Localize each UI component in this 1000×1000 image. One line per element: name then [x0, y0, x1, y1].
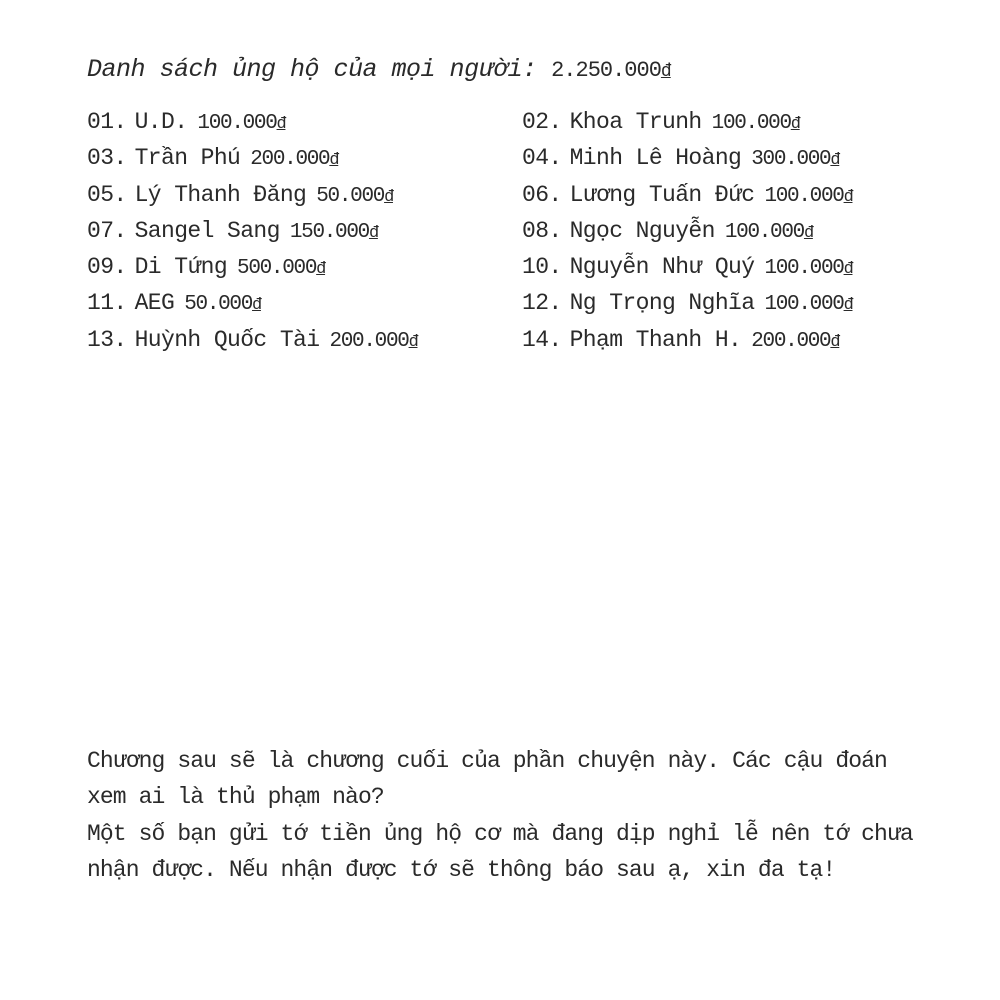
- amount-value: 150.000: [289, 220, 369, 244]
- donor-entry: [522, 213, 852, 249]
- donation-list-title: [87, 55, 671, 84]
- currency-symbol: đ: [803, 223, 813, 243]
- amount-value: 100.000: [197, 112, 277, 135]
- donor-name: Sangel Sang: [134, 217, 280, 244]
- donor-amount: [751, 330, 839, 353]
- donor-number: 04.: [522, 145, 562, 172]
- currency-symbol: đ: [830, 151, 840, 171]
- note-paragraph-thanks: Một số bạn gửi tớ tiền ủng hộ cơ mà đang dịp nghỉ lễ nên tớ chưa nhận được. Nếu nhận được tớ sẽ thông báo sau ạ, xin đa tạ!: [87, 820, 913, 883]
- amount-value: 100.000: [764, 257, 844, 281]
- currency-symbol: đ: [329, 151, 339, 171]
- donor-amount: [316, 185, 393, 208]
- amount-value: 100.000: [764, 293, 844, 317]
- currency-symbol: đ: [368, 223, 378, 243]
- author-note: [87, 743, 927, 888]
- donor-entry: [87, 249, 417, 285]
- donor-name: Phạm Thanh H.: [569, 326, 742, 353]
- donor-name: Khoa Trunh: [569, 109, 702, 135]
- donor-amount: [250, 148, 338, 171]
- donor-amount: [764, 257, 852, 280]
- amount-value: 100.000: [711, 112, 791, 135]
- donor-number: 02.: [522, 109, 562, 135]
- donor-amount: [764, 293, 852, 316]
- donor-column-left: [87, 104, 417, 358]
- donor-amount: [329, 330, 417, 353]
- donor-entry: [87, 285, 417, 321]
- donor-name: Di Tứng: [134, 254, 228, 281]
- donor-entry: [522, 249, 852, 285]
- donor-number: 08.: [522, 217, 562, 244]
- currency-symbol: đ: [276, 115, 286, 134]
- donor-entry: [522, 285, 852, 321]
- donor-amount: [712, 112, 800, 135]
- donor-number: 01.: [87, 109, 127, 135]
- amount-value: 100.000: [724, 220, 804, 244]
- donor-entry: [522, 322, 852, 358]
- currency-symbol: đ: [790, 115, 800, 134]
- donor-name: Huỳnh Quốc Tài: [134, 326, 320, 353]
- donor-number: 11.: [87, 290, 127, 317]
- donor-amount: [751, 148, 839, 171]
- donor-number: 09.: [87, 254, 127, 281]
- amount-value: 300.000: [751, 148, 831, 172]
- donor-entry: [522, 177, 852, 213]
- donor-name: AEG: [134, 290, 175, 317]
- donor-entry: [522, 104, 852, 140]
- total-value: 2.250.000: [551, 58, 661, 83]
- donor-amount: [290, 221, 378, 244]
- donor-entry: [87, 322, 417, 358]
- donor-name: Minh Lê Hoàng: [569, 145, 742, 172]
- donor-number: 05.: [87, 181, 127, 208]
- currency-symbol: đ: [252, 296, 261, 316]
- donor-name: Nguyễn Như Quý: [569, 254, 755, 281]
- amount-value: 500.000: [237, 257, 317, 281]
- donor-entry: [87, 177, 417, 213]
- donor-entry: [87, 213, 417, 249]
- donor-column-right: [522, 104, 852, 358]
- currency-symbol: đ: [830, 332, 840, 352]
- donor-amount: [764, 185, 852, 208]
- donor-amount: [197, 112, 285, 135]
- donor-entry: [87, 140, 417, 176]
- currency-symbol: đ: [660, 62, 671, 82]
- donor-amount: [725, 221, 813, 244]
- donor-number: 12.: [522, 290, 562, 317]
- currency-symbol: đ: [408, 332, 418, 352]
- donor-number: 13.: [87, 326, 127, 353]
- donor-amount: [237, 257, 325, 280]
- currency-symbol: đ: [843, 296, 853, 316]
- donor-number: 14.: [522, 326, 562, 353]
- total-amount: [551, 58, 671, 83]
- donor-number: 06.: [522, 181, 562, 208]
- donor-number: 03.: [87, 145, 127, 172]
- currency-symbol: đ: [843, 260, 853, 280]
- donor-number: 07.: [87, 217, 127, 244]
- donor-name: Lý Thanh Đăng: [134, 181, 307, 208]
- title-label: Danh sách ủng hộ của mọi người:: [87, 55, 537, 84]
- donor-number: 10.: [522, 254, 562, 281]
- donor-name: Ng Trọng Nghĩa: [569, 290, 755, 317]
- amount-value: 200.000: [250, 148, 330, 172]
- amount-value: 200.000: [751, 329, 831, 353]
- currency-symbol: đ: [843, 187, 853, 207]
- amount-value: 50.000: [316, 184, 385, 208]
- note-paragraph-next-chapter: Chương sau sẽ là chương cuối của phần chuyện này. Các cậu đoán xem ai là thủ phạm nào?: [87, 748, 887, 811]
- amount-value: 200.000: [329, 329, 409, 353]
- donor-entry: [87, 104, 417, 140]
- donor-name: Lương Tuấn Đức: [569, 181, 755, 208]
- donor-name: U.D.: [134, 109, 188, 135]
- donor-name: Trần Phú: [134, 145, 241, 172]
- amount-value: 100.000: [764, 184, 844, 208]
- donor-amount: [184, 293, 261, 316]
- amount-value: 50.000: [184, 293, 253, 317]
- donor-entry: [522, 140, 852, 176]
- currency-symbol: đ: [316, 260, 326, 280]
- currency-symbol: đ: [384, 187, 393, 207]
- donor-name: Ngọc Nguyễn: [569, 217, 715, 244]
